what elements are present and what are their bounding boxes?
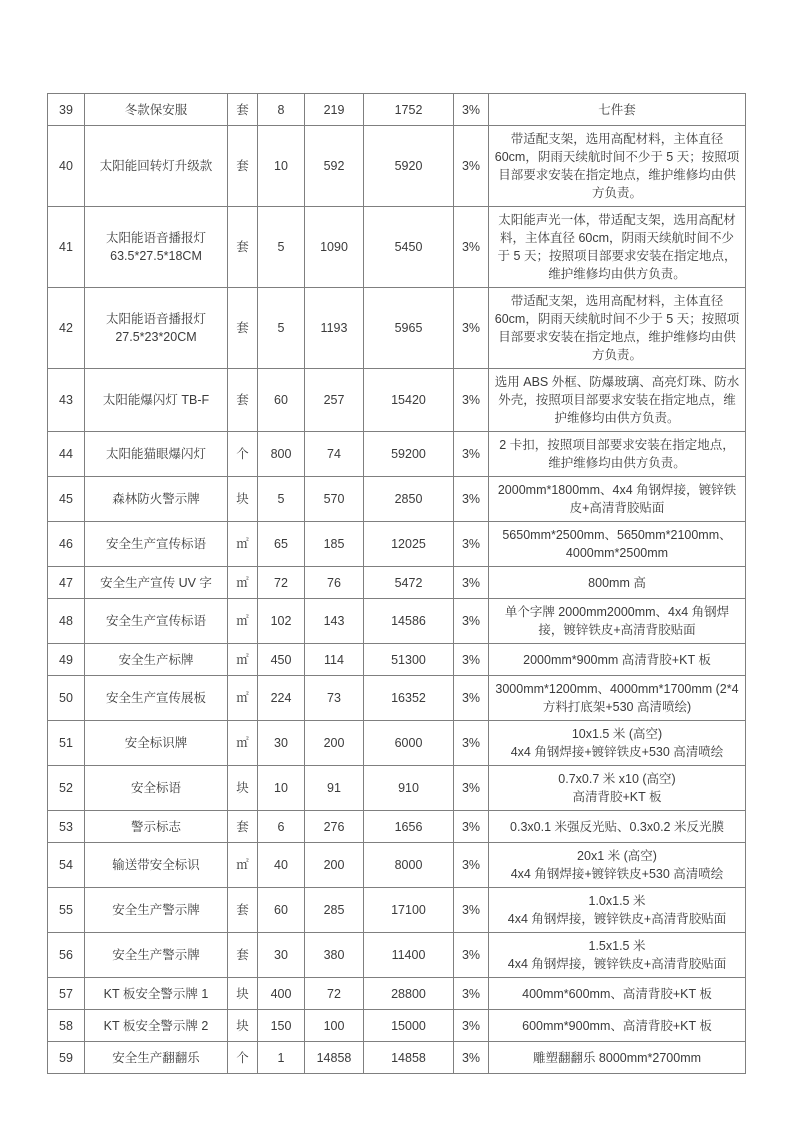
cell-tax-rate: 3% <box>454 644 489 676</box>
cell-remark: 2 卡扣，按照项目部要求安装在指定地点，维护维修均由供方负责。 <box>489 432 746 477</box>
cell-unit-price: 114 <box>305 644 364 676</box>
cell-unit: ㎡ <box>228 721 258 766</box>
table-row <box>48 1010 746 1042</box>
cell-unit: 套 <box>228 369 258 432</box>
cell-unit-price: 76 <box>305 567 364 599</box>
cell-remark: 1.5x1.5 米 4x4 角钢焊接，镀锌铁皮+高清背胶贴面 <box>489 933 746 978</box>
cell-total-price: 1752 <box>364 94 454 126</box>
cell-total-price: 59200 <box>364 432 454 477</box>
cell-quantity: 102 <box>258 599 305 644</box>
cell-remark: 雕塑翻翻乐 8000mm*2700mm <box>489 1042 746 1074</box>
cell-total-price: 1656 <box>364 811 454 843</box>
cell-total-price: 15000 <box>364 1010 454 1042</box>
cell-item-name: 安全生产宣传 UV 字 <box>85 567 228 599</box>
cell-remark: 800mm 高 <box>489 567 746 599</box>
cell-unit-price: 257 <box>305 369 364 432</box>
cell-item-no: 50 <box>48 676 85 721</box>
cell-tax-rate: 3% <box>454 207 489 288</box>
cell-item-name: 太阳能猫眼爆闪灯 <box>85 432 228 477</box>
cell-quantity: 800 <box>258 432 305 477</box>
cell-item-no: 46 <box>48 522 85 567</box>
item-table <box>47 93 746 1074</box>
cell-remark: 选用 ABS 外框、防爆玻璃、高亮灯珠、防水外壳，按照项目部要求安装在指定地点，维护维修均由供方负责。 <box>489 369 746 432</box>
cell-remark: 3000mm*1200mm、4000mm*1700mm (2*4 方料打底架+530 高清喷绘) <box>489 676 746 721</box>
cell-remark: 5650mm*2500mm、5650mm*2100mm、4000mm*2500mm <box>489 522 746 567</box>
cell-item-name: 安全生产警示牌 <box>85 933 228 978</box>
cell-unit: 套 <box>228 207 258 288</box>
cell-quantity: 40 <box>258 843 305 888</box>
cell-unit: 套 <box>228 811 258 843</box>
cell-tax-rate: 3% <box>454 567 489 599</box>
cell-item-no: 41 <box>48 207 85 288</box>
cell-tax-rate: 3% <box>454 888 489 933</box>
cell-unit-price: 200 <box>305 721 364 766</box>
table-row <box>48 522 746 567</box>
cell-total-price: 5965 <box>364 288 454 369</box>
cell-unit: 块 <box>228 477 258 522</box>
cell-unit: ㎡ <box>228 644 258 676</box>
cell-total-price: 11400 <box>364 933 454 978</box>
cell-unit-price: 185 <box>305 522 364 567</box>
cell-item-name: 安全生产宣传展板 <box>85 676 228 721</box>
cell-quantity: 65 <box>258 522 305 567</box>
cell-quantity: 10 <box>258 126 305 207</box>
cell-item-name: 冬款保安服 <box>85 94 228 126</box>
cell-unit: 块 <box>228 978 258 1010</box>
cell-item-no: 55 <box>48 888 85 933</box>
cell-item-name: 安全生产标牌 <box>85 644 228 676</box>
cell-unit: 块 <box>228 1010 258 1042</box>
cell-quantity: 30 <box>258 933 305 978</box>
table-row <box>48 676 746 721</box>
cell-item-no: 58 <box>48 1010 85 1042</box>
cell-tax-rate: 3% <box>454 1010 489 1042</box>
cell-tax-rate: 3% <box>454 432 489 477</box>
cell-unit-price: 592 <box>305 126 364 207</box>
cell-total-price: 5450 <box>364 207 454 288</box>
cell-remark: 带适配支架，选用高配材料，主体直径 60cm，阴雨天续航时间不少于 5 天；按照项目部要求安装在指定地点，维护维修均由供方负责。 <box>489 126 746 207</box>
cell-item-name: 森林防火警示牌 <box>85 477 228 522</box>
cell-item-no: 39 <box>48 94 85 126</box>
cell-item-name: KT 板安全警示牌 1 <box>85 978 228 1010</box>
cell-quantity: 10 <box>258 766 305 811</box>
cell-item-name: 安全生产宣传标语 <box>85 599 228 644</box>
cell-unit-price: 143 <box>305 599 364 644</box>
cell-item-no: 42 <box>48 288 85 369</box>
cell-quantity: 400 <box>258 978 305 1010</box>
cell-unit-price: 219 <box>305 94 364 126</box>
cell-tax-rate: 3% <box>454 1042 489 1074</box>
table-row <box>48 721 746 766</box>
cell-unit: 个 <box>228 1042 258 1074</box>
cell-unit: 套 <box>228 888 258 933</box>
cell-tax-rate: 3% <box>454 933 489 978</box>
cell-item-name: 安全生产翻翻乐 <box>85 1042 228 1074</box>
table-row <box>48 811 746 843</box>
cell-item-name: 安全标识牌 <box>85 721 228 766</box>
table-row <box>48 933 746 978</box>
cell-quantity: 5 <box>258 288 305 369</box>
cell-total-price: 16352 <box>364 676 454 721</box>
cell-tax-rate: 3% <box>454 766 489 811</box>
cell-remark: 2000mm*1800mm、4x4 角钢焊接，镀锌铁皮+高清背胶贴面 <box>489 477 746 522</box>
cell-quantity: 5 <box>258 207 305 288</box>
cell-unit-price: 1193 <box>305 288 364 369</box>
cell-remark: 0.7x0.7 米 x10 (高空) 高清背胶+KT 板 <box>489 766 746 811</box>
cell-total-price: 8000 <box>364 843 454 888</box>
cell-quantity: 6 <box>258 811 305 843</box>
cell-unit-price: 1090 <box>305 207 364 288</box>
table-row <box>48 843 746 888</box>
cell-unit-price: 73 <box>305 676 364 721</box>
cell-remark: 1.0x1.5 米 4x4 角钢焊接，镀锌铁皮+高清背胶贴面 <box>489 888 746 933</box>
cell-total-price: 14586 <box>364 599 454 644</box>
cell-remark: 400mm*600mm、高清背胶+KT 板 <box>489 978 746 1010</box>
table-row <box>48 207 746 288</box>
cell-item-name: KT 板安全警示牌 2 <box>85 1010 228 1042</box>
cell-item-no: 53 <box>48 811 85 843</box>
cell-quantity: 30 <box>258 721 305 766</box>
cell-quantity: 224 <box>258 676 305 721</box>
cell-tax-rate: 3% <box>454 843 489 888</box>
cell-item-no: 56 <box>48 933 85 978</box>
cell-unit-price: 91 <box>305 766 364 811</box>
cell-unit-price: 276 <box>305 811 364 843</box>
cell-item-name: 安全生产宣传标语 <box>85 522 228 567</box>
table-row <box>48 126 746 207</box>
cell-unit: ㎡ <box>228 843 258 888</box>
cell-unit-price: 380 <box>305 933 364 978</box>
cell-item-no: 44 <box>48 432 85 477</box>
cell-item-no: 40 <box>48 126 85 207</box>
table-row <box>48 1042 746 1074</box>
cell-quantity: 8 <box>258 94 305 126</box>
cell-total-price: 15420 <box>364 369 454 432</box>
cell-unit-price: 74 <box>305 432 364 477</box>
table-row <box>48 369 746 432</box>
cell-quantity: 450 <box>258 644 305 676</box>
cell-tax-rate: 3% <box>454 978 489 1010</box>
cell-item-name: 太阳能爆闪灯 TB-F <box>85 369 228 432</box>
cell-total-price: 5920 <box>364 126 454 207</box>
cell-total-price: 51300 <box>364 644 454 676</box>
cell-item-no: 54 <box>48 843 85 888</box>
cell-remark: 0.3x0.1 米强反光贴、0.3x0.2 米反光膜 <box>489 811 746 843</box>
cell-unit-price: 570 <box>305 477 364 522</box>
cell-quantity: 5 <box>258 477 305 522</box>
cell-item-name: 输送带安全标识 <box>85 843 228 888</box>
cell-item-no: 59 <box>48 1042 85 1074</box>
cell-item-name: 警示标志 <box>85 811 228 843</box>
cell-quantity: 60 <box>258 888 305 933</box>
cell-item-name: 安全生产警示牌 <box>85 888 228 933</box>
cell-item-name: 太阳能语音播报灯 27.5*23*20CM <box>85 288 228 369</box>
cell-unit: 套 <box>228 126 258 207</box>
cell-tax-rate: 3% <box>454 599 489 644</box>
cell-unit: 套 <box>228 288 258 369</box>
table-row <box>48 766 746 811</box>
cell-unit-price: 14858 <box>305 1042 364 1074</box>
cell-item-no: 49 <box>48 644 85 676</box>
cell-remark: 太阳能声光一体，带适配支架，选用高配材料，主体直径 60cm，阴雨天续航时间不少于 5 天；按照项目部要求安装在指定地点，维护维修均由供方负责。 <box>489 207 746 288</box>
cell-item-no: 48 <box>48 599 85 644</box>
table-row <box>48 567 746 599</box>
cell-quantity: 150 <box>258 1010 305 1042</box>
cell-item-no: 43 <box>48 369 85 432</box>
cell-remark: 带适配支架，选用高配材料，主体直径 60cm，阴雨天续航时间不少于 5 天；按照项目部要求安装在指定地点，维护维修均由供方负责。 <box>489 288 746 369</box>
cell-item-no: 47 <box>48 567 85 599</box>
cell-unit: ㎡ <box>228 599 258 644</box>
cell-tax-rate: 3% <box>454 676 489 721</box>
cell-remark: 10x1.5 米 (高空) 4x4 角钢焊接+镀锌铁皮+530 高清喷绘 <box>489 721 746 766</box>
cell-tax-rate: 3% <box>454 126 489 207</box>
cell-tax-rate: 3% <box>454 721 489 766</box>
cell-total-price: 28800 <box>364 978 454 1010</box>
cell-tax-rate: 3% <box>454 522 489 567</box>
cell-total-price: 2850 <box>364 477 454 522</box>
table-row <box>48 888 746 933</box>
cell-tax-rate: 3% <box>454 288 489 369</box>
cell-remark: 七件套 <box>489 94 746 126</box>
cell-remark: 600mm*900mm、高清背胶+KT 板 <box>489 1010 746 1042</box>
cell-unit: ㎡ <box>228 567 258 599</box>
cell-item-name: 安全标语 <box>85 766 228 811</box>
cell-unit: 套 <box>228 933 258 978</box>
cell-item-no: 52 <box>48 766 85 811</box>
cell-quantity: 60 <box>258 369 305 432</box>
table-row <box>48 978 746 1010</box>
cell-quantity: 72 <box>258 567 305 599</box>
cell-unit: ㎡ <box>228 676 258 721</box>
cell-unit: 个 <box>228 432 258 477</box>
table-row <box>48 599 746 644</box>
cell-unit: 块 <box>228 766 258 811</box>
cell-tax-rate: 3% <box>454 369 489 432</box>
cell-total-price: 17100 <box>364 888 454 933</box>
cell-remark: 20x1 米 (高空) 4x4 角钢焊接+镀锌铁皮+530 高清喷绘 <box>489 843 746 888</box>
cell-tax-rate: 3% <box>454 477 489 522</box>
cell-remark: 2000mm*900mm 高清背胶+KT 板 <box>489 644 746 676</box>
item-table-body <box>48 94 746 1074</box>
table-row <box>48 94 746 126</box>
cell-unit: 套 <box>228 94 258 126</box>
cell-total-price: 5472 <box>364 567 454 599</box>
table-row <box>48 477 746 522</box>
cell-unit-price: 285 <box>305 888 364 933</box>
cell-total-price: 14858 <box>364 1042 454 1074</box>
cell-item-no: 45 <box>48 477 85 522</box>
cell-tax-rate: 3% <box>454 811 489 843</box>
cell-unit-price: 200 <box>305 843 364 888</box>
cell-item-no: 51 <box>48 721 85 766</box>
table-row <box>48 288 746 369</box>
cell-tax-rate: 3% <box>454 94 489 126</box>
cell-total-price: 910 <box>364 766 454 811</box>
table-row <box>48 644 746 676</box>
cell-remark: 单个字牌 2000mm2000mm、4x4 角钢焊接，镀锌铁皮+高清背胶贴面 <box>489 599 746 644</box>
cell-unit: ㎡ <box>228 522 258 567</box>
cell-total-price: 6000 <box>364 721 454 766</box>
table-row <box>48 432 746 477</box>
cell-unit-price: 100 <box>305 1010 364 1042</box>
cell-item-name: 太阳能回转灯升级款 <box>85 126 228 207</box>
cell-item-no: 57 <box>48 978 85 1010</box>
cell-item-name: 太阳能语音播报灯 63.5*27.5*18CM <box>85 207 228 288</box>
cell-quantity: 1 <box>258 1042 305 1074</box>
cell-total-price: 12025 <box>364 522 454 567</box>
cell-unit-price: 72 <box>305 978 364 1010</box>
